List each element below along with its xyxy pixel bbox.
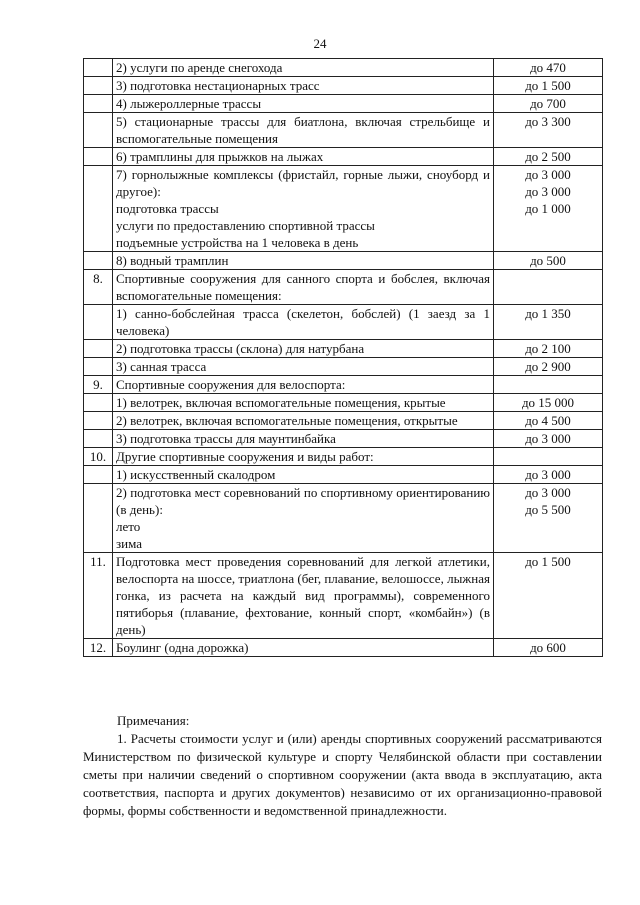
row-description	[113, 270, 494, 305]
description-line: Спортивные сооружения для велоспорта:	[116, 377, 346, 392]
price-value: до 15 000	[521, 395, 575, 410]
row-number: 9.	[84, 376, 113, 394]
notes-item: 1. Расчеты стоимости услуг и (или) аренды спортивных сооружений рассматриваются Министерством по физической культуре и спорту Челябинской области при составлении сметы при наличии сведений о спортивном сооружении (акта ввода в эксплуатацию, акта соответствия, паспорта и других документов) независимо от их организационно-правовой формы, формы собственности и ведомственной принадлежности.	[83, 731, 602, 818]
price-value: до 4 500	[525, 413, 571, 428]
page-number: 24	[313, 36, 327, 51]
description-line: 4) лыжероллерные трассы	[116, 96, 262, 111]
row-description	[113, 448, 494, 466]
row-number	[84, 484, 113, 553]
table-row	[84, 394, 603, 412]
row-price	[494, 358, 603, 376]
notes-heading: Примечания:	[117, 713, 190, 728]
price-value: до 1 350	[525, 306, 571, 321]
row-number	[84, 77, 113, 95]
price-value: до 3 000	[525, 184, 571, 199]
row-price	[494, 466, 603, 484]
row-price	[494, 340, 603, 358]
row-number	[84, 95, 113, 113]
price-value: до 1 500	[525, 554, 571, 569]
description-line: 1) санно-бобслейная трасса (скелетон, бобслей) (1 заезд за 1 человека)	[116, 306, 490, 338]
price-value: до 3 000	[525, 431, 571, 446]
row-number	[84, 59, 113, 77]
row-description	[113, 305, 494, 340]
row-number: 8.	[84, 270, 113, 305]
row-description	[113, 639, 494, 657]
row-number	[84, 466, 113, 484]
row-description	[113, 166, 494, 252]
row-price	[494, 59, 603, 77]
price-value: до 3 000	[525, 167, 571, 182]
row-price	[494, 252, 603, 270]
row-number	[84, 358, 113, 376]
row-number	[84, 430, 113, 448]
price-value: до 2 500	[525, 149, 571, 164]
description-line: Боулинг (одна дорожка)	[116, 640, 249, 655]
table-row	[84, 376, 603, 394]
row-number	[84, 394, 113, 412]
table-row	[84, 639, 603, 657]
description-line: 2) велотрек, включая вспомогательные помещения, открытые	[116, 413, 458, 428]
price-value: до 3 000	[525, 467, 571, 482]
row-number: 10.	[84, 448, 113, 466]
price-value: до 3 000	[525, 485, 571, 500]
price-value: до 700	[530, 96, 566, 111]
description-line: лето	[116, 519, 141, 534]
row-description	[113, 376, 494, 394]
table-row	[84, 305, 603, 340]
row-description	[113, 77, 494, 95]
table-row	[84, 148, 603, 166]
tariff-table-body	[84, 59, 603, 657]
description-line: подготовка трассы	[116, 201, 219, 216]
price-value: до 5 500	[525, 502, 571, 517]
description-line: 3) подготовка трассы для маунтинбайка	[116, 431, 336, 446]
table-row	[84, 466, 603, 484]
table-row	[84, 553, 603, 639]
row-number	[84, 340, 113, 358]
row-description	[113, 148, 494, 166]
row-price	[494, 305, 603, 340]
row-description	[113, 113, 494, 148]
table-row	[84, 412, 603, 430]
description-line: 2) подготовка мест соревнований по спортивному ориентированию (в день):	[116, 485, 490, 517]
description-line: 3) подготовка нестационарных трасс	[116, 78, 320, 93]
description-line: 2) подготовка трассы (склона) для натурбана	[116, 341, 365, 356]
row-price	[494, 394, 603, 412]
row-description	[113, 394, 494, 412]
row-description	[113, 252, 494, 270]
description-line: 8) водный трамплин	[116, 253, 229, 268]
row-description	[113, 358, 494, 376]
table-row	[84, 166, 603, 252]
price-value: до 3 300	[525, 114, 571, 129]
price-value: до 600	[530, 640, 566, 655]
table-row	[84, 59, 603, 77]
row-price	[494, 95, 603, 113]
row-price	[494, 484, 603, 553]
row-price	[494, 148, 603, 166]
price-value: до 2 900	[525, 359, 571, 374]
table-row	[84, 340, 603, 358]
description-line: 7) горнолыжные комплексы (фристайл, горные лыжи, сноуборд и другое):	[116, 167, 490, 199]
description-line: 1) велотрек, включая вспомогательные помещения, крытые	[116, 395, 446, 410]
table-row	[84, 484, 603, 553]
row-price	[494, 113, 603, 148]
table-row	[84, 113, 603, 148]
table-row	[84, 270, 603, 305]
row-description	[113, 412, 494, 430]
description-line: зима	[116, 536, 142, 551]
description-line: 5) стационарные трассы для биатлона, включая стрельбище и вспомогательные помещения	[116, 114, 490, 146]
row-price	[494, 448, 603, 466]
description-line: 2) услуги по аренде снегохода	[116, 60, 283, 75]
row-description	[113, 466, 494, 484]
price-value: до 500	[530, 253, 566, 268]
price-value: до 470	[530, 60, 566, 75]
row-description	[113, 340, 494, 358]
description-line: услуги по предоставлению спортивной трассы	[116, 218, 375, 233]
table-row	[84, 77, 603, 95]
row-number: 12.	[84, 639, 113, 657]
row-description	[113, 59, 494, 77]
row-price	[494, 270, 603, 305]
row-number	[84, 113, 113, 148]
row-price	[494, 166, 603, 252]
description-line: 6) трамплины для прыжков на лыжах	[116, 149, 324, 164]
row-price	[494, 639, 603, 657]
description-line: 1) искусственный скалодром	[116, 467, 276, 482]
description-line: Подготовка мест проведения соревнований для легкой атлетики, велоспорта на шоссе, триатлона (бег, плавание, велошоссе, лыжная гонка, из расчета на каждый вид программы), современного пятиборья (плавание, фехтование, конный спорт, «комбайн») (в день)	[116, 554, 490, 637]
row-description	[113, 484, 494, 553]
description-line: Спортивные сооружения для санного спорта и бобслея, включая вспомогательные помещения:	[116, 271, 490, 303]
row-number	[84, 148, 113, 166]
table-row	[84, 252, 603, 270]
row-description	[113, 430, 494, 448]
row-number	[84, 305, 113, 340]
description-line: 3) санная трасса	[116, 359, 207, 374]
price-value: до 1 000	[525, 201, 571, 216]
row-price	[494, 376, 603, 394]
price-value: до 1 500	[525, 78, 571, 93]
description-line: Другие спортивные сооружения и виды работ:	[116, 449, 374, 464]
table-row	[84, 358, 603, 376]
row-price	[494, 430, 603, 448]
row-number	[84, 252, 113, 270]
row-price	[494, 412, 603, 430]
row-number	[84, 166, 113, 252]
row-description	[113, 553, 494, 639]
table-row	[84, 430, 603, 448]
row-price	[494, 77, 603, 95]
row-price	[494, 553, 603, 639]
table-row	[84, 448, 603, 466]
row-number	[84, 412, 113, 430]
table-row	[84, 95, 603, 113]
price-value: до 2 100	[525, 341, 571, 356]
row-number: 11.	[84, 553, 113, 639]
row-description	[113, 95, 494, 113]
notes-section	[83, 712, 602, 820]
description-line: подъемные устройства на 1 человека в день	[116, 235, 359, 250]
tariff-table	[83, 58, 603, 657]
